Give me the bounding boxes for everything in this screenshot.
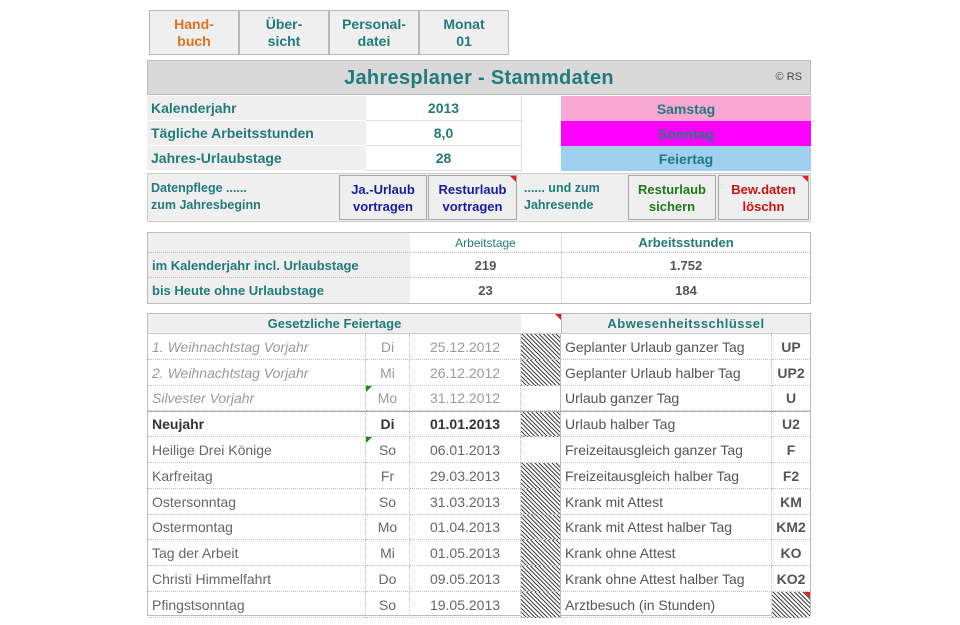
holiday-weekday: So <box>366 437 410 463</box>
absence-code <box>772 592 810 618</box>
holiday-date: 01.05.2013 <box>410 540 521 566</box>
stats-header-empty <box>148 233 410 253</box>
monat-button[interactable]: Monat 01 <box>419 10 509 55</box>
absence-code: KM <box>772 489 810 515</box>
holiday-weekday: Mo <box>366 515 410 540</box>
holiday-weekday: Di <box>366 334 410 360</box>
holiday-flag-cell <box>521 489 561 515</box>
holiday-weekday: Do <box>366 566 410 592</box>
absence-label: Geplanter Urlaub halber Tag <box>561 360 772 386</box>
kalenderjahr-label: Kalenderjahr <box>147 96 366 121</box>
holiday-weekday: Mo <box>366 386 410 411</box>
holiday-flag-cell <box>521 411 561 437</box>
page-title: Jahresplaner - Stammdaten <box>344 67 614 89</box>
holiday-flag-cell <box>521 463 561 489</box>
absence-code: F2 <box>772 463 810 489</box>
stats-row-days: 23 <box>478 283 493 298</box>
holiday-flag-cell <box>521 566 561 592</box>
comment-marker-icon <box>804 592 810 598</box>
sonntag-color[interactable]: Sonntag <box>561 121 811 146</box>
holiday-flag-cell <box>521 386 561 411</box>
stats-row-days: 219 <box>410 253 561 278</box>
comment-marker-icon <box>802 176 808 182</box>
absence-label: Urlaub ganzer Tag <box>561 386 772 411</box>
title-bar <box>147 60 811 95</box>
arbeitsstunden-value[interactable]: 8,0 <box>366 121 521 146</box>
absence-code: U2 <box>772 411 810 437</box>
holiday-date: 09.05.2013 <box>410 566 521 592</box>
handbuch-button[interactable]: Hand- buch <box>149 10 239 55</box>
absence-code: UP2 <box>772 360 810 386</box>
holiday-name: Heilige Drei Könige <box>148 437 366 463</box>
kalenderjahr-value[interactable]: 2013 <box>366 96 521 121</box>
stats-row-label: bis Heute ohne Urlaubstage <box>148 278 410 303</box>
absence-label: Krank mit Attest halber Tag <box>561 515 772 540</box>
absence-code: U <box>772 386 810 411</box>
stats-row-hours: 184 <box>561 278 810 303</box>
samstag-color[interactable]: Samstag <box>561 96 811 121</box>
absence-code: UP <box>772 334 810 360</box>
holiday-name: Ostersonntag <box>148 489 366 515</box>
holiday-weekday: Di <box>366 411 410 437</box>
comment-marker-icon <box>366 437 372 443</box>
absence-label: Krank ohne Attest <box>561 540 772 566</box>
absence-label: Geplanter Urlaub ganzer Tag <box>561 334 772 360</box>
bewegungsdaten-loeschen-button[interactable] <box>718 175 809 220</box>
holiday-name: Silvester Vorjahr <box>148 386 366 411</box>
absence-label: Krank mit Attest <box>561 489 772 515</box>
resturlaub-vortragen-label: Resturlaub vortragen <box>438 181 507 214</box>
absence-code: F <box>772 437 810 463</box>
holiday-flag-cell <box>521 360 561 386</box>
absence-label: Freizeitausgleich halber Tag <box>561 463 772 489</box>
copyright-label: © RS <box>775 71 802 83</box>
holiday-name: 1. Weihnachtstag Vorjahr <box>148 334 366 360</box>
holiday-name: Karfreitag <box>148 463 366 489</box>
holiday-weekday: Mi <box>366 540 410 566</box>
holiday-name: Pfingstsonntag <box>148 592 366 618</box>
absence-code: KO2 <box>772 566 810 592</box>
maintenance-end-text: ...... und zum Jahresende <box>524 181 600 212</box>
resturlaub-sichern-button[interactable]: Resturlaub sichern <box>628 175 716 220</box>
holiday-date: 31.12.2012 <box>410 386 521 411</box>
bewegungsdaten-loeschen-label: Bew.daten löschn <box>731 181 796 214</box>
holiday-weekday: Mi <box>366 360 410 386</box>
stats-row-hours: 1.752 <box>561 253 810 278</box>
personaldatei-button[interactable]: Personal- datei <box>329 10 419 55</box>
absence-code: KO <box>772 540 810 566</box>
holiday-name: Ostermontag <box>148 515 366 540</box>
comment-marker-icon <box>366 386 372 392</box>
holiday-date: 25.12.2012 <box>410 334 521 360</box>
urlaubstage-label: Jahres-Urlaubstage <box>147 146 366 171</box>
holiday-date: 19.05.2013 <box>410 592 521 618</box>
maintenance-start-text: Datenpflege ...... zum Jahresbeginn <box>151 181 261 212</box>
holiday-weekday: So <box>366 489 410 515</box>
absence-label: Arztbesuch (in Stunden) <box>561 592 772 618</box>
holiday-flag-cell <box>521 437 561 463</box>
holiday-name: 2. Weihnachtstag Vorjahr <box>148 360 366 386</box>
holiday-weekday: Fr <box>366 463 410 489</box>
holiday-flag-cell <box>521 515 561 540</box>
holiday-date: 06.01.2013 <box>410 437 521 463</box>
uebersicht-button[interactable]: Über- sicht <box>239 10 329 55</box>
resturlaub-vortragen-button[interactable] <box>428 175 517 220</box>
feiertag-color[interactable]: Feiertag <box>561 146 811 171</box>
holiday-flag-cell <box>521 334 561 360</box>
holiday-name: Neujahr <box>148 411 366 437</box>
holiday-date: 31.03.2013 <box>410 489 521 515</box>
holiday-date: 26.12.2012 <box>410 360 521 386</box>
holiday-date: 01.04.2013 <box>410 515 521 540</box>
absence-header: Abwesenheitsschlüssel <box>561 314 810 334</box>
holiday-flag-cell <box>521 592 561 618</box>
absence-label: Freizeitausgleich ganzer Tag <box>561 437 772 463</box>
absence-code: KM2 <box>772 515 810 540</box>
absence-label: Urlaub halber Tag <box>561 411 772 437</box>
stats-row-label: im Kalenderjahr incl. Urlaubstage <box>148 253 410 278</box>
holidays-header: Gesetzliche Feiertage <box>148 314 521 334</box>
holiday-date: 01.01.2013 <box>410 411 521 437</box>
holiday-flag-cell <box>521 540 561 566</box>
stats-header-arbeitsstunden: Arbeitsstunden <box>561 233 810 253</box>
settings-spacer <box>521 96 561 171</box>
stats-header-arbeitstage: Arbeitstage <box>410 233 561 253</box>
holiday-name: Christi Himmelfahrt <box>148 566 366 592</box>
urlaubstage-value[interactable]: 28 <box>366 146 521 171</box>
arbeitsstunden-label: Tägliche Arbeitsstunden <box>147 121 366 146</box>
comment-marker-icon <box>510 176 516 182</box>
ja-urlaub-vortragen-button[interactable]: Ja.-Urlaub vortragen <box>339 175 427 220</box>
holidays-header-marker-cell <box>521 314 561 334</box>
absence-label: Krank ohne Attest halber Tag <box>561 566 772 592</box>
holiday-date: 29.03.2013 <box>410 463 521 489</box>
holiday-name: Tag der Arbeit <box>148 540 366 566</box>
holiday-weekday: So <box>366 592 410 618</box>
